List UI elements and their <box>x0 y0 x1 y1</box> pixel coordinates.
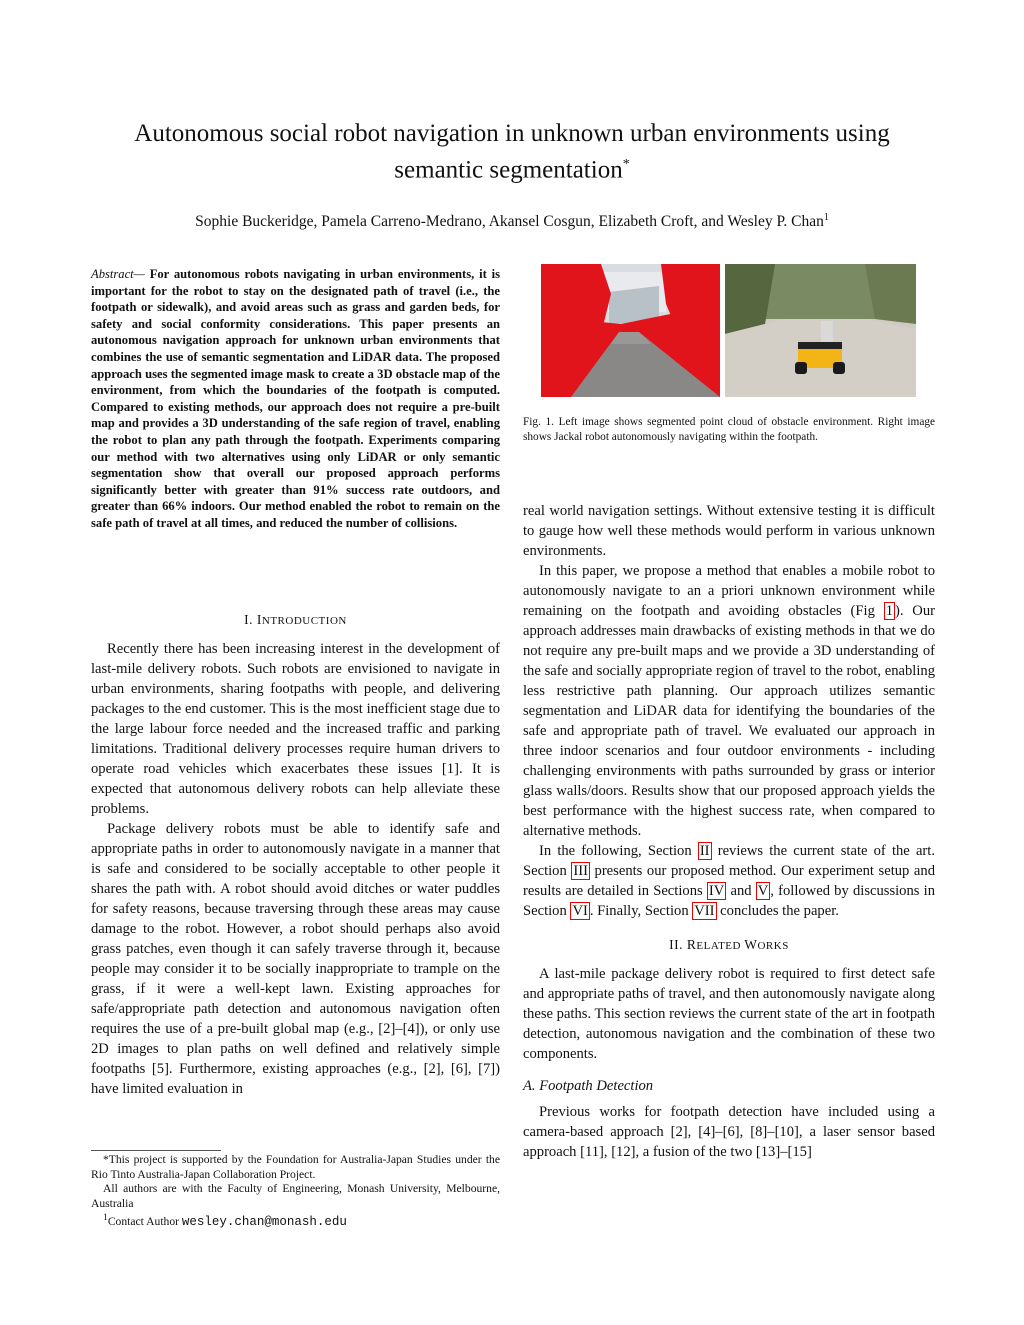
intro-paragraph-2: Package delivery robots must be able to identify safe and appropriate paths in order to autonomously navigate in a manner that is safe and considered to be socially acceptable to other people it shares the path with. A robot should avoid ditches or water puddles for safety reasons, because traversing through these areas may cause damage to the robot. However, a robot should perhaps also avoid grass patches, even though it can safely traverse through it, because people may consider it to be socially inappropriate to trample on the grass, if it were a well-kept lawn. Existing approaches for safe/appropriate path detection and autonomous navigation often requires the use of a pre-built global map (e.g., [2]–[4]), or only use 2D images to plan paths on well defined and relatively simple footpaths [5]. Furthermore, existing approaches (e.g., [2], [6], [7]) have limited evaluation in <box>91 821 500 1097</box>
section-heading-introduction: I. INTRODUCTION <box>244 612 347 627</box>
author-footnote-mark: 1 <box>823 212 829 223</box>
contact-email: wesley.chan@monash.edu <box>181 1214 347 1229</box>
section-ref-link[interactable]: II <box>699 843 710 859</box>
section-ref-link[interactable]: VI <box>572 903 588 919</box>
figure-caption: Fig. 1. Left image shows segmented point cloud of obstacle environment. Right image shows Jackal robot autonomously navigating within the footpath. <box>523 416 935 443</box>
right-paragraph-2: In this paper, we propose a method that enables a mobile robot to autonomously navigate to an a priori unknown environment while remaining on the footpath and avoiding obstacles (Fig 1 ). Our approach addresses main drawbacks of existing methods in that we do not require any pre-built maps and we provide a 3D understanding of the safe and socially appropriate region of travel to the robot, enabling less restrictive path planning. Our approach utilizes semantic segmentation and LiDAR data for identifying the boundaries of the safe and appropriate path of travel. We evaluated our approach in three indoor scenarios and four outdoor environments - including challenging environments with paths surrounded by grass or interior glass walls/doors. Results show that our proposed approach yields the best performance with the highest success rate, when compared to alternative methods. <box>523 563 936 839</box>
section-ref-link[interactable]: VII <box>694 903 715 919</box>
footpath-paragraph-1: Previous works for footpath detection have included using a camera-based approach [2], [4]–[6], [8]–[10], a laser sensor based approach [11], [12], a fusion of the two [13]–[15] <box>523 1104 935 1160</box>
subsection-heading-footpath-detection: A. Footpath Detection <box>523 1078 654 1094</box>
footnotes <box>91 1153 500 1229</box>
section-ref-link[interactable]: IV <box>708 883 725 899</box>
related-paragraph-1: A last-mile package delivery robot is required to first detect safe and appropriate paths of travel, and then autonomously navigate along these paths. This section reviews the current state of the art in footpath detection, autonomous navigation and the combination of these two components. <box>523 966 935 1062</box>
title-line-2: semantic segmentation <box>394 156 623 184</box>
abstract-body: For autonomous robots navigating in urban environments, it is important for the robot to stay on the designated path of travel (i.e., the footpath or sidewalk), and avoid areas such as grass and garden beds, for safety and social conformity considerations. This paper presents an autonomous navigation approach for unknown urban environments that combines the use of semantic segmentation and LiDAR data. The proposed approach uses the segmented image mask to create a 3D obstacle map of the environment, from which the boundaries of the footpath is computed. Compared to existing methods, our approach does not require a pre-built map and provides a 3D understanding of the safe region of travel, enabling the robot to plan any path through the footpath. Experiments comparing our method with two alternatives using only LiDAR or only semantic segmentation show that overall our proposed approach performs significantly better with greater than 91% success rate outdoors, and greater than 66% indoors. Our method enabled the robot to remain on the safe path of travel at all times, and reduced the number of collisions. <box>91 267 500 530</box>
author-list <box>60 212 964 231</box>
right-paragraph-3: In the following, Section II reviews the current state of the art. Section III presents our proposed method. Our experiment setup and results are detailed in Sections IV and V , followed by discussions in Section VI . Finally, Section VII concludes the paper. <box>523 843 936 919</box>
authors-text: Sophie Buckeridge, Pamela Carreno-Medrano, Akansel Cosgun, Elizabeth Croft, and Wesley P. Chan <box>195 213 824 231</box>
paper-title <box>60 118 964 185</box>
section-ref-link[interactable]: III <box>573 863 588 879</box>
title-footnote-mark: * <box>622 157 630 172</box>
figure-ref-link[interactable]: 1 <box>885 603 893 619</box>
figure-segmented-pointcloud-image <box>541 264 720 397</box>
section-ref-link[interactable]: V <box>757 883 769 899</box>
section-heading-related-works: II. RELATED WORKS <box>669 937 789 952</box>
right-paragraph-1: real world navigation settings. Without extensive testing it is difficult to gauge how well these methods would perform in various unknown environments. <box>523 503 935 559</box>
intro-paragraph-1: Recently there has been increasing interest in the development of last-mile delivery robots. Such robots are envisioned to navigate in urban environments, sharing footpaths with people, and delivering packages to the end customer. This is the most inefficient stage due to the large labour force needed and the increased traffic and parking limitations. Traditional delivery processes require human drivers to operate road vehicles which exacerbates these issues [1]. It is expected that autonomous delivery robots can help alleviate these problems. <box>91 641 500 817</box>
left-column <box>91 600 500 1099</box>
right-column <box>523 501 935 1162</box>
robot-mast <box>821 321 833 343</box>
figure-jackal-robot-image <box>725 264 916 397</box>
footnote-rule <box>91 1150 221 1151</box>
footnote-affiliation: All authors are with the Faculty of Engineering, Monash University, Melbourne, Australia <box>91 1182 500 1210</box>
title-line-1: Autonomous social robot navigation in unknown urban environments using <box>134 120 890 147</box>
footnote-funding: *This project is supported by the Foundation for Australia-Japan Studies under the Rio Tinto Australia-Japan Collaboration Project. <box>91 1153 500 1181</box>
abstract <box>91 266 500 532</box>
abstract-label: Abstract— <box>91 267 145 281</box>
footnote-contact: $^1$Contact Author wesley.chan@monash.edu <box>103 1212 347 1229</box>
